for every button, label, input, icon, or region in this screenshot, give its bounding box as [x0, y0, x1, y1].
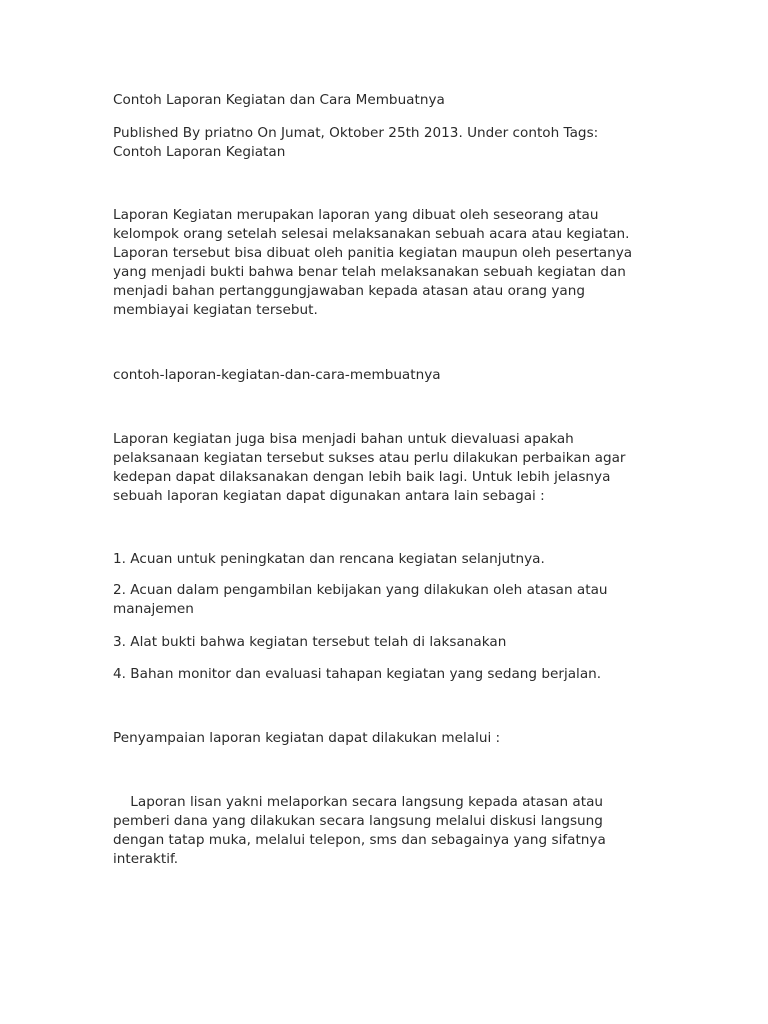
post-meta-line: Published By priatno On Jumat, Oktober 25th 2013. Under contoh Tags:	[113, 125, 599, 141]
list-item: 4. Bahan monitor dan evaluasi tahapan kegiatan yang sedang berjalan.	[113, 666, 602, 682]
paragraph-usage: Laporan kegiatan juga bisa menjadi bahan untuk dievaluasi apakah pelaksanaan kegiatan tersebut sukses atau perlu dilakukan perbaikan agar kedepan dapat dilaksanakan dengan lebih baik lagi. Untuk lebih jelasnya sebuah laporan kegiatan dapat digunakan antara lain sebagai :	[113, 431, 626, 504]
image-caption: contoh-laporan-kegiatan-dan-cara-membuatnya	[113, 367, 441, 383]
list-item: 3. Alat bukti bahwa kegiatan tersebut telah di laksanakan	[113, 634, 507, 650]
list-item: 1. Acuan untuk peningkatan dan rencana kegiatan selanjutnya.	[113, 551, 545, 567]
paragraph-oral-report: Laporan lisan yakni melaporkan secara langsung kepada atasan atau pemberi dana yang dilakukan secara langsung melalui diskusi langsung dengan tatap muka, melalui telepon, sms dan sebagainya yang sifatnya interaktif.	[113, 794, 606, 867]
post-meta-tags: Contoh Laporan Kegiatan	[113, 144, 286, 160]
post-meta	[113, 124, 653, 162]
list-item: 2. Acuan dalam pengambilan kebijakan yang dilakukan oleh atasan atau manajemen	[113, 582, 608, 617]
paragraph-delivery: Penyampaian laporan kegiatan dapat dilakukan melalui :	[113, 730, 501, 746]
paragraph-intro: Laporan Kegiatan merupakan laporan yang dibuat oleh seseorang atau kelompok orang setelah selesai melaksanakan sebuah acara atau kegiatan. Laporan tersebut bisa dibuat oleh panitia kegiatan maupun oleh pesertanya yang menjadi bukti bahwa benar telah melaksanakan sebuah kegiatan dan menjadi bahan pertanggungjawaban kepada atasan atau orang yang membiayai kegiatan tersebut.	[113, 207, 633, 318]
document-title: Contoh Laporan Kegiatan dan Cara Membuatnya	[113, 92, 445, 108]
